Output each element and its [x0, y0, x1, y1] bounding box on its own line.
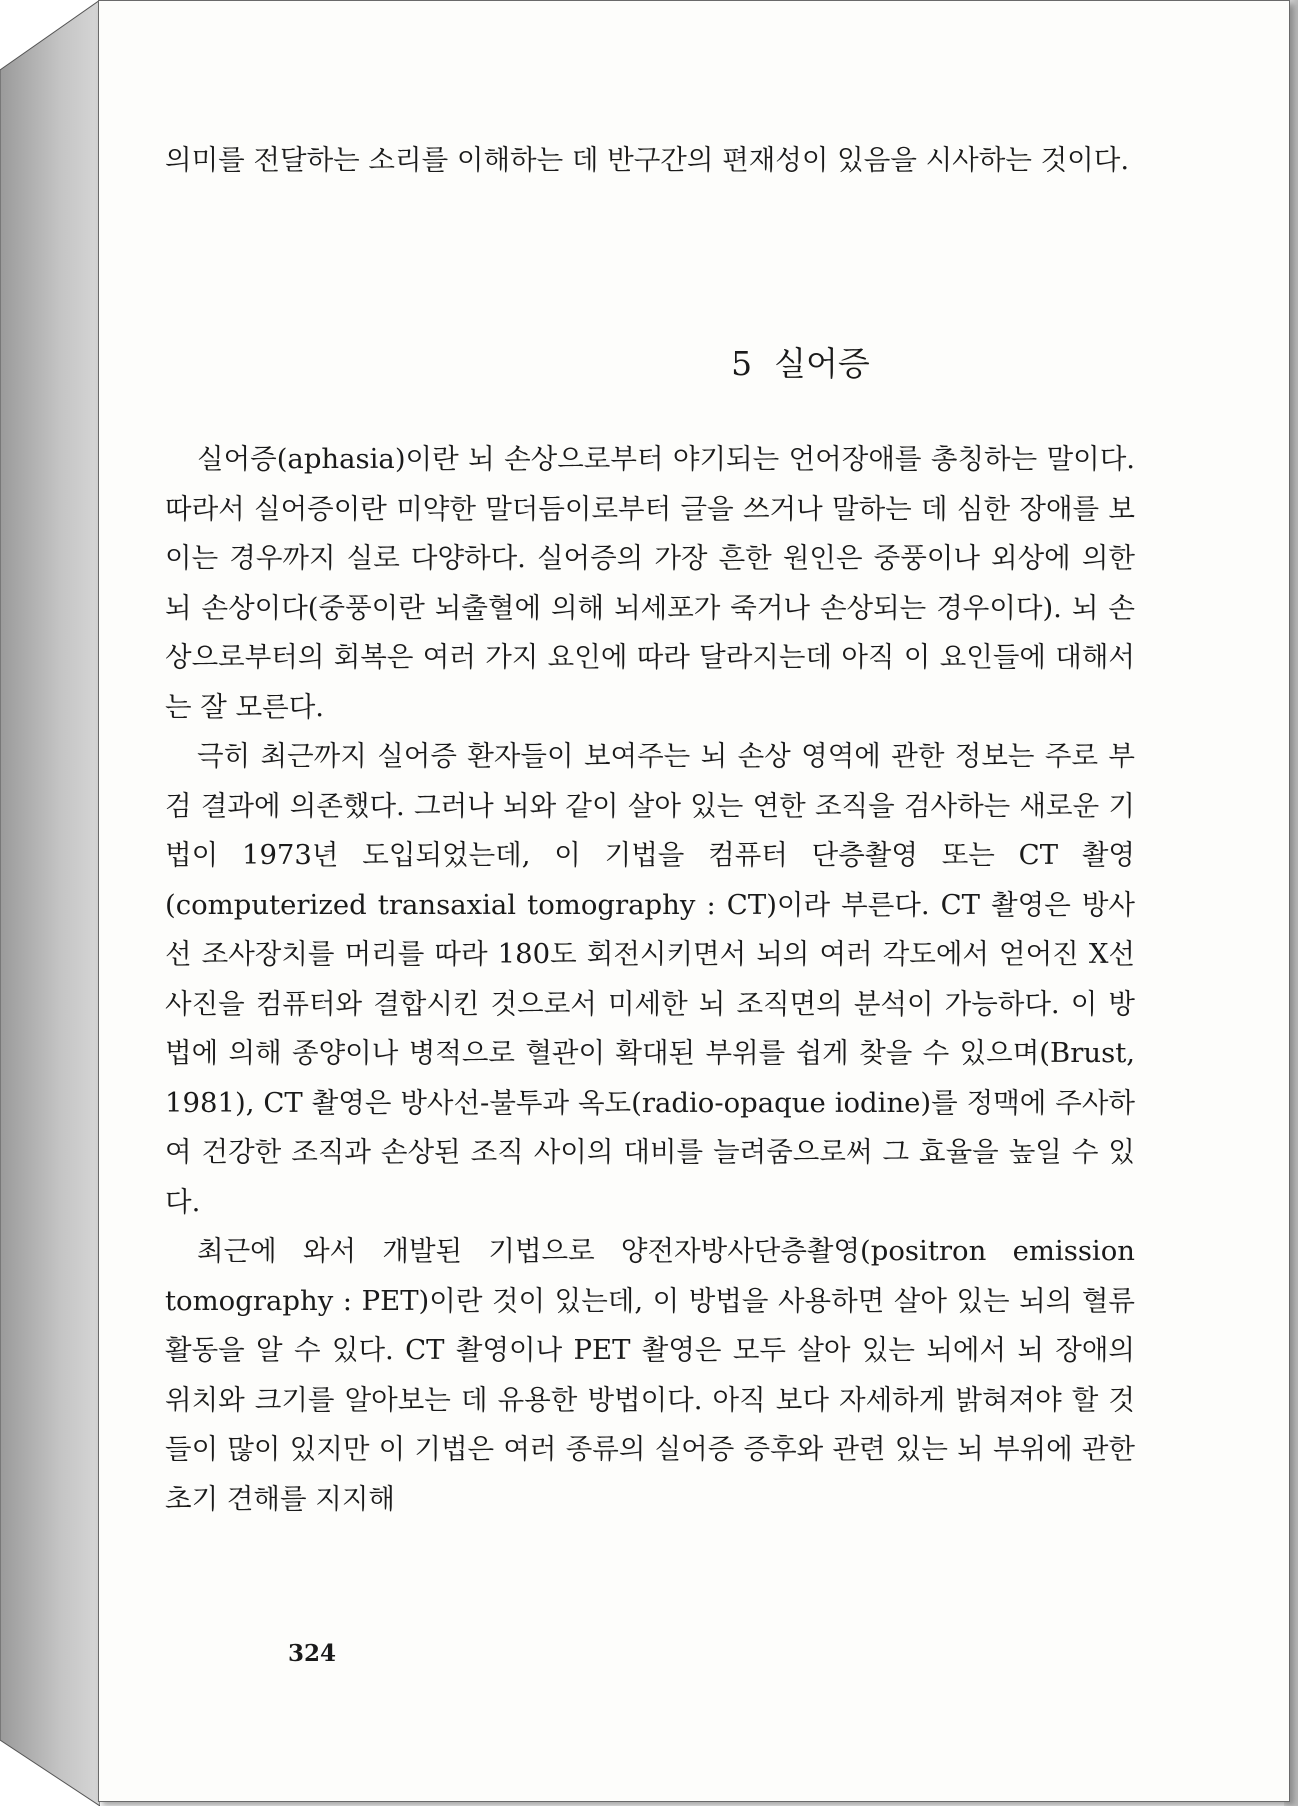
section-number: 5 — [731, 344, 753, 383]
intro-paragraph: 의미를 전달하는 소리를 이해하는 데 반구간의 편재성이 있음을 시사하는 것이다. — [165, 144, 1130, 176]
section-title: 실어증 — [774, 344, 870, 383]
intro-text-block — [165, 136, 1135, 186]
paragraph-1: 실어증(aphasia)이란 뇌 손상으로부터 야기되는 언어장애를 총칭하는 말이다. 따라서 실어증이란 미약한 말더듬이로부터 글을 쓰거나 말하는 데 심한 장애를 보이는 경우까지 실로 다양하다. 실어증의 가장 흔한 원인은 중풍이나 외상에 의한 뇌 손상이다(중풍이란 뇌출혈에 의해 뇌세포가 죽거나 손상되는 경우이다). 뇌 손상으로부터의 회복은 여러 가지 요인에 따라 달라지는데 아직 이 요인들에 대해서는 잘 모른다. — [165, 443, 1135, 723]
paragraph-2: 극히 최근까지 실어증 환자들이 보여주는 뇌 손상 영역에 관한 정보는 주로 부검 결과에 의존했다. 그러나 뇌와 같이 살아 있는 연한 조직을 검사하는 새로운 기법이 1973년 도입되었는데, 이 기법을 컴퓨터 단층촬영 또는 CT 촬영(computerized transaxial tomography : CT)이라 부른다. CT 촬영은 방사선 조사장치를 머리를 따라 180도 회전시키면서 뇌의 여러 각도에서 얻어진 X선 사진을 컴퓨터와 결합시킨 것으로서 미세한 뇌 조직면의 분석이 가능하다. 이 방법에 의해 종양이나 병적으로 혈관이 확대된 부위를 쉽게 찾을 수 있으며(Brust, 1981), CT 촬영은 방사선-불투과 옥도(radio-opaque iodine)를 정맥에 주사하여 건강한 조직과 손상된 조직 사이의 대비를 늘려줌으로써 그 효율을 높일 수 있다. — [165, 740, 1135, 1218]
body-text — [165, 435, 1135, 1524]
book-spine — [0, 0, 100, 1806]
paragraph-3: 최근에 와서 개발된 기법으로 양전자방사단층촬영(positron emission tomography : PET)이란 것이 있는데, 이 방법을 사용하면 살아 있는 뇌의 혈류 활동을 알 수 있다. CT 촬영이나 PET 촬영은 모두 살아 있는 뇌에서 뇌 장애의 위치와 크기를 알아보는 데 유용한 방법이다. 아직 보다 자세하게 밝혀져야 할 것들이 많이 있지만 이 기법은 여러 종류의 실어증 증후와 관련 있는 뇌 부위에 관한 초기 견해를 지지해 — [165, 1235, 1135, 1515]
section-heading — [98, 338, 1288, 385]
page-number: 324 — [288, 1640, 337, 1667]
